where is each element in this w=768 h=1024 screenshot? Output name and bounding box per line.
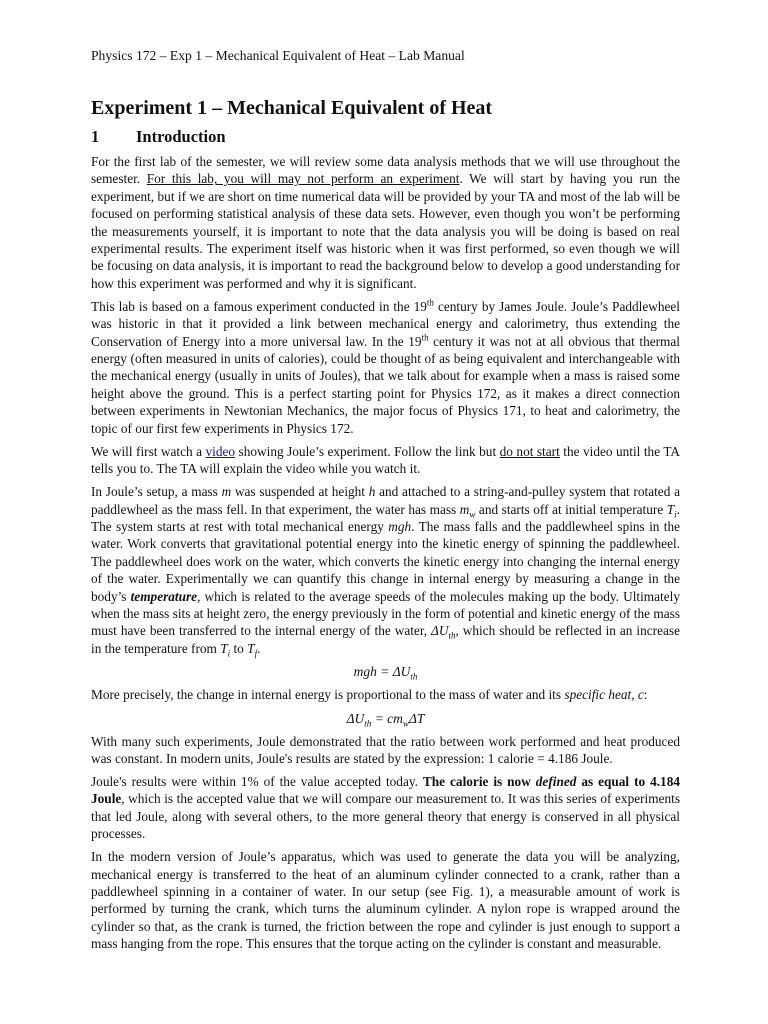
section-number: 1 (91, 127, 100, 146)
text-run: Joule's results were within 1% of the value accepted today. (91, 773, 423, 789)
math-symbol: h (368, 484, 376, 500)
text-run: We will first watch a (91, 443, 206, 459)
text-run: , which is related to the average speeds of the molecules making up the body. Ultimately when the mass sits at height zero, the energy previously in the form of potential and kinetic energy of the mass must have been transferred to the internal energy of the water, (91, 588, 680, 639)
text-run: In Joule’s setup, a mass (91, 484, 222, 500)
emphasis-text: defined (535, 773, 577, 789)
equation-internal-energy (91, 710, 680, 728)
text-run: . (257, 640, 261, 656)
equation-text: ΔU (346, 710, 365, 726)
paragraph-video (91, 443, 680, 478)
text-run: showing Joule’s experiment. Follow the link but (235, 443, 500, 459)
equation-energy (91, 663, 680, 681)
math-symbol: T (220, 640, 228, 656)
subscript: i (674, 509, 677, 520)
text-run: to (230, 640, 248, 656)
underlined-text: For this lab, you will may not perform an experiment (146, 171, 460, 187)
paragraph-modern-apparatus: In the modern version of Joule’s apparatus, which was used to generate the data you will be analyzing, mechanical energy is transferred to the heat of an aluminum cylinder connected to a crank, rather than a paddlewheel spinning in a container of water. In our setup (see Fig. 1), a measurable amount of work is performed by turning the crank, which turns the aluminum cylinder. A nylon rope is wrapped around the cylinder so that, as the crank is turned, the friction between the rope and cylinder is just enough to support a mass hanging from the rope. This ensures that the torque acting on the cylinder is constant and measurable. (91, 849, 680, 952)
document-title: Experiment 1 – Mechanical Equivalent of Heat (91, 97, 493, 119)
underlined-text: do not start (499, 443, 560, 459)
text-run: For the first lab of the semester, we will review some data analysis methods that we will use throughout the semester. (91, 154, 680, 187)
text-run: , which is the accepted value that we will compare our measurement to. It was this series of experiments that led Joule, along with several others, to the more general theory that energy is conserved in all physical processes. (91, 791, 680, 842)
subscript: th (364, 718, 372, 729)
text-run: the video until the TA tells you to. The TA will explain the video while you watch it. (91, 443, 680, 477)
subscript: th (448, 631, 456, 641)
equation-text: mgh = ΔU (353, 664, 411, 680)
subscript: w (402, 718, 409, 729)
running-header: Physics 172 – Exp 1 – Mechanical Equivalent of Heat – Lab Manual (91, 48, 465, 63)
text-run: . The mass falls and the paddlewheel spins in the water. Work converts that gravitational potential energy into the kinetic energy of spinning the paddlewheel. The paddlewheel does work on the water, which converts the kinetic energy into changing the internal energy of the water. Experimentally we can quantify this change in internal energy by measuring a change in the body’s (91, 518, 680, 604)
text-run: , which should be reflected in an increase in the temperature from (91, 623, 680, 656)
text-run: century by James Joule. Joule’s Paddlewheel was historic in that it provided a link between mechanical energy and calorimetry, thus extending the Conservation of Energy into a more universal law. In the 19 (91, 298, 680, 349)
text-run: and attached to a string-and-pulley system that rotated a paddlewheel as the mass fell. In that experiment, the water has mass (91, 484, 680, 517)
subscript: w (469, 509, 476, 520)
section-heading (91, 127, 226, 147)
paragraph-joule-ratio: With many such experiments, Joule demonstrated that the ratio between work performed and heat produced was constant. In modern units, Joule's results are stated by the expression: 1 calorie = 4.186 Joule. (91, 733, 680, 766)
video-link[interactable]: video (205, 443, 236, 459)
subscript: f (254, 648, 258, 659)
math-symbol: mgh (388, 518, 412, 534)
paragraph-setup (91, 483, 680, 657)
paragraph-specific-heat (91, 686, 680, 703)
superscript: th (421, 332, 429, 343)
section-title: Introduction (136, 127, 226, 146)
math-symbol: T (666, 501, 675, 517)
text-run: century it was not at all obvious that thermal energy (often measured in units of calories), could be thought of as being equivalent and interchangeable with the mechanical energy (usually in units of Joules), that we talk about for example when a mass is raised some height above the ground. This is a perfect starting point for Physics 172, as it makes a direct connection between experiments in Newtonian Mechanics, the major focus of Physics 171, to heat and calorimetry, the topic of our first few experiments in Physics 172. (91, 333, 680, 436)
text-run: : (643, 687, 648, 703)
text-run: and starts off at initial temperature (475, 501, 667, 517)
text-run: More precisely, the change in internal energy is proportional to the mass of water and its (91, 687, 565, 703)
text-run: . The system starts at rest with total mechanical energy (91, 501, 680, 534)
subscript: i (227, 648, 231, 659)
italic-text: specific heat, c (564, 687, 644, 703)
bold-run: The calorie is now (422, 773, 536, 789)
equation-text: ΔT (408, 710, 425, 726)
text-run: was suspended at height (231, 484, 369, 500)
bold-run: as equal to 4.184 Joule (91, 773, 681, 807)
text-run: This lab is based on a famous experiment conducted in the 19 (91, 298, 427, 314)
math-symbol: ΔU (431, 623, 449, 639)
body-text (91, 153, 680, 958)
text-run: . We will start by having you run the experiment, but if we are short on time numerical data will be provided by your TA and most of the lab will be focused on performing statistical analysis of these data sets. However, even though you won’t be performing the measurements yourself, it is important to note that the data analysis you will be doing is based on real experimental results. The experiment itself was historic when it was first performed, so even though we will be focusing on data analysis, it is important to read the background below to develop a good understanding for how this experiment was performed and why it is significant. (91, 171, 681, 291)
emphasis-text: temperature (130, 588, 198, 604)
paragraph-intro (91, 153, 680, 292)
equation-text: = cm (371, 710, 403, 726)
subscript: th (410, 671, 418, 682)
paragraph-calorie-definition (91, 773, 680, 843)
math-symbol: m (221, 484, 232, 500)
math-symbol: T (247, 640, 255, 656)
math-symbol: m (459, 501, 470, 517)
paragraph-history (91, 298, 680, 437)
superscript: th (426, 297, 434, 308)
